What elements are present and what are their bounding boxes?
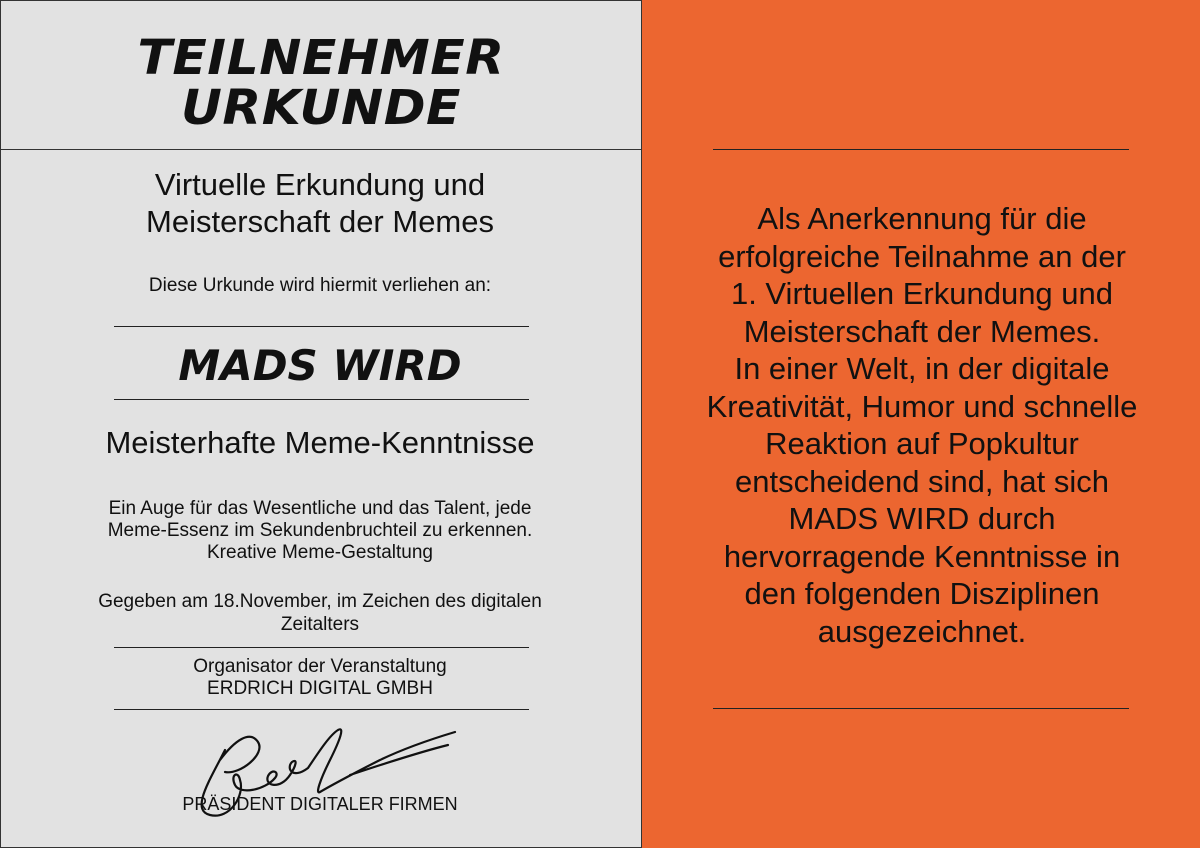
recipient-name: MADS WIRD (178, 341, 462, 390)
given-to-text: Diese Urkunde wird hiermit verliehen an: (148, 275, 492, 296)
recognition-line: Meisterschaft der Memes. (743, 313, 1101, 349)
recognition-line: den folgenden Disziplinen (744, 576, 1100, 611)
name-top-divider (114, 326, 529, 327)
signer-role: PRÄSIDENT DIGITALER FIRMEN (182, 794, 458, 814)
description-line-3: Kreative Meme-Gestaltung (207, 542, 433, 563)
recognition-top-divider (713, 149, 1129, 150)
recognition-line: Als Anerkennung für die (757, 201, 1087, 236)
organizer-name: ERDRICH DIGITAL GMBH (207, 678, 433, 699)
recognition-line: 1. Virtuellen Erkundung und (730, 276, 1114, 311)
organizer-label: Organisator der Veranstaltung (193, 656, 447, 677)
recognition-text (652, 200, 1192, 650)
recognition-bottom-divider (713, 708, 1129, 709)
skill-title: Meisterhafte Meme-Kenntnisse (105, 425, 535, 460)
event-line-2: Meisterschaft der Memes (146, 204, 494, 239)
issue-date (0, 590, 640, 636)
title-box (1, 1, 641, 150)
organizer-top-divider (114, 647, 529, 648)
skill-description (0, 498, 640, 564)
name-bottom-divider (114, 399, 529, 400)
description-line-2: Meme-Essenz im Sekundenbruchteil zu erkennen. (107, 520, 533, 541)
organizer-bottom-divider (114, 709, 529, 710)
event-line-1: Virtuelle Erkundung und (154, 167, 486, 202)
event-name (0, 166, 640, 240)
description-line-1: Ein Auge für das Wesentliche und das Talent, jede (108, 498, 532, 519)
recognition-line: Kreativität, Humor und schnelle (706, 388, 1138, 424)
recognition-line: erfolgreiche Teilnahme an der (718, 238, 1126, 274)
title-line-2: URKUNDE (180, 80, 462, 136)
recognition-line: entscheidend sind, hat sich (735, 463, 1109, 499)
organizer-block (0, 656, 640, 700)
recognition-line: MADS WIRD durch (788, 501, 1056, 536)
date-line-1: Gegeben am 18.November, im Zeichen des digitalen (98, 591, 542, 612)
title-line-1: TEILNEHMER (137, 30, 505, 86)
recognition-line: hervorragende Kenntnisse in (723, 538, 1121, 574)
certificate-title (0, 30, 657, 136)
date-line-2: Zeitalters (280, 614, 360, 635)
recognition-line: In einer Welt, in der digitale (734, 351, 1110, 386)
recognition-line: Reaktion auf Popkultur (765, 426, 1079, 461)
recognition-line: ausgezeichnet. (817, 613, 1027, 649)
